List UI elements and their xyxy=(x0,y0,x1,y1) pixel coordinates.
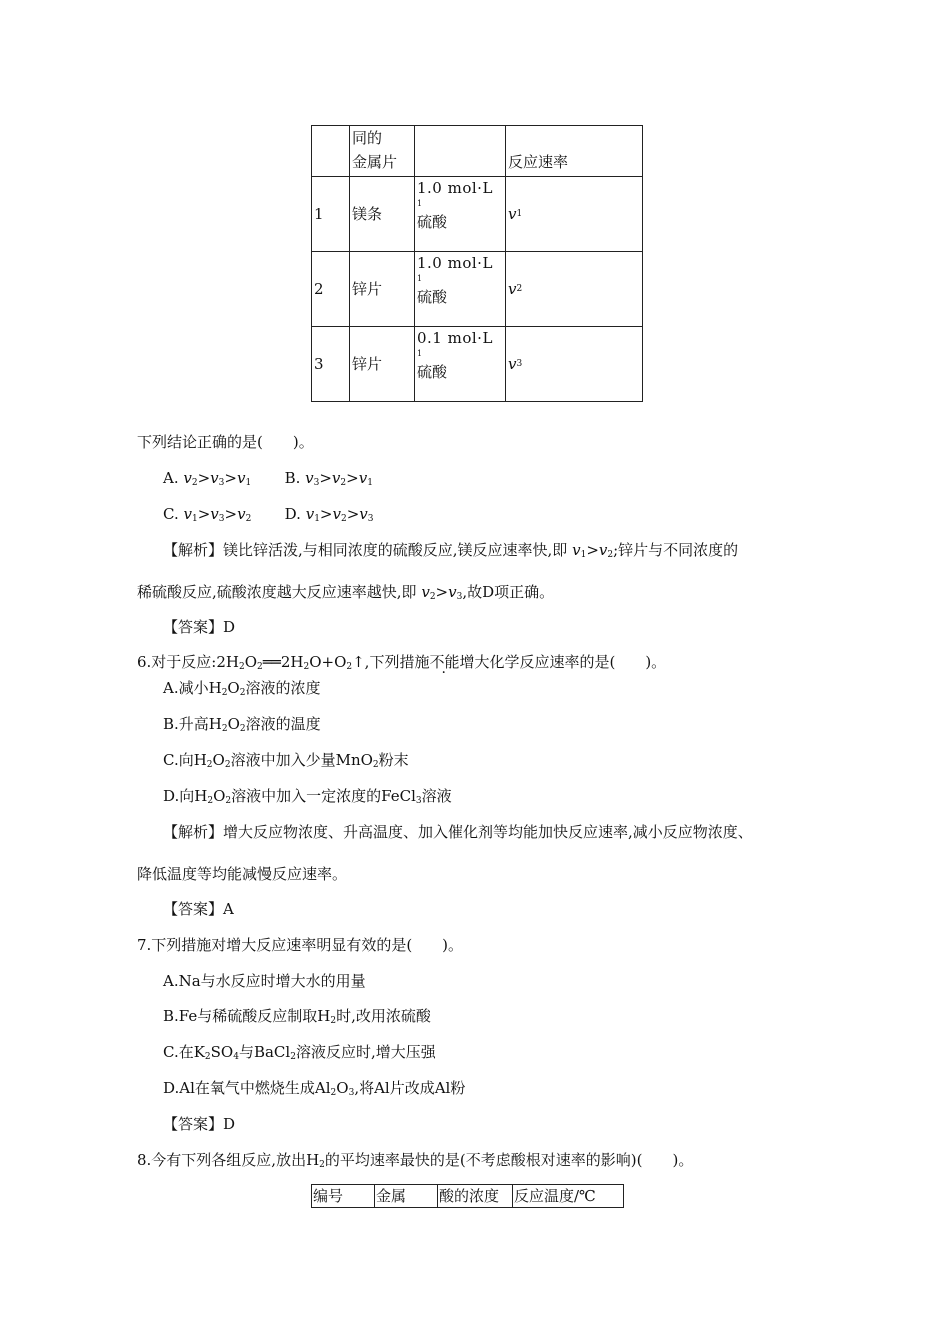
q5-option-c: C. $v_1>v_3>v_2$ D. $v_1>v_2>v_3$ xyxy=(163,505,374,524)
header-cell xyxy=(415,126,506,177)
table-header-row xyxy=(312,1185,624,1208)
header-cell-metal: 同的 金属片 xyxy=(350,126,415,177)
q6-analysis-line1: 【解析】增大反应物浓度、升高温度、加入催化剂等均能加快反应速率,减小反应物浓度、 xyxy=(163,823,753,841)
q6-option-d: D.向$H_2O_2$溶液中加入一定浓度的FeCl$_3$溶液 xyxy=(163,787,452,806)
q6-option-b: B.升高$H_2O_2$溶液的温度 xyxy=(163,715,321,734)
q7-option-c: C.在$K_2SO_4$与BaCl$_2$溶液反应时,增大压强 xyxy=(163,1043,436,1062)
q7-answer: 【答案】D xyxy=(163,1115,236,1133)
row-concentration: 0.1 mol·L 1 硫酸 xyxy=(415,327,506,402)
row-rate: v 1 xyxy=(506,177,643,252)
row-number: 1 xyxy=(312,177,350,252)
rate-table xyxy=(311,125,643,402)
header-cell: 金属 xyxy=(375,1185,438,1208)
row-rate: v 2 xyxy=(506,252,643,327)
q7-option-d: D.Al在氧气中燃烧生成$Al_2O_3$,将Al片改成Al粉 xyxy=(163,1079,466,1098)
q5-stem: 下列结论正确的是( )。 xyxy=(137,433,314,451)
row-metal: 锌片 xyxy=(350,252,415,327)
table-row xyxy=(312,327,643,402)
q6-option-c: C.向$H_2O_2$溶液中加入少量MnO$_2$粉末 xyxy=(163,751,409,770)
table-row xyxy=(312,177,643,252)
q5-analysis-line1: 【解析】镁比锌活泼,与相同浓度的硫酸反应,镁反应速率快,即 $v_1>v_2$;锌片与不同浓度的 xyxy=(163,541,739,560)
row-concentration: 1.0 mol·L 1 硫酸 xyxy=(415,177,506,252)
q6-option-a: A.减小$H_2O_2$溶液的浓度 xyxy=(163,679,321,698)
header-cell: 反应温度/℃ xyxy=(513,1185,624,1208)
row-metal: 锌片 xyxy=(350,327,415,402)
table-row xyxy=(312,252,643,327)
q6-stem: 6.对于反应$:2H_2O_2══2H_2O+O_2↑$,下列措施不能增大化学反应速率的是( )。 xyxy=(137,653,667,672)
header-cell: 编号 xyxy=(312,1185,375,1208)
header-cell-rate: 反应速率 xyxy=(506,126,643,177)
row-concentration: 1.0 mol·L 1 硫酸 xyxy=(415,252,506,327)
header-cell: 酸的浓度 xyxy=(438,1185,513,1208)
row-number: 2 xyxy=(312,252,350,327)
q5-analysis-line2: 稀硫酸反应,硫酸浓度越大反应速率越快,即 $v_2>v_3$,故D项正确。 xyxy=(137,583,555,602)
table-header-row xyxy=(312,126,643,177)
q7-option-a: A.Na与水反应时增大水的用量 xyxy=(163,972,366,990)
q8-stem: 8.今有下列各组反应,放出$H_2$的平均速率最快的是(不考虑酸根对速率的影响)( )。 xyxy=(137,1151,694,1170)
q6-analysis-line2: 降低温度等均能减慢反应速率。 xyxy=(137,865,348,883)
header-cell xyxy=(312,126,350,177)
row-number: 3 xyxy=(312,327,350,402)
row-metal: 镁条 xyxy=(350,177,415,252)
row-rate: v 3 xyxy=(506,327,643,402)
q7-stem: 7.下列措施对增大反应速率明显有效的是( )。 xyxy=(137,936,464,954)
q7-option-b: B.Fe与稀硫酸反应制取$H_2$时,改用浓硫酸 xyxy=(163,1007,431,1026)
q8-table xyxy=(311,1184,624,1208)
q5-answer: 【答案】D xyxy=(163,618,236,636)
q5-option-a: A. $v_2>v_3>v_1$ B. $v_3>v_2>v_1$ xyxy=(163,469,373,488)
q6-answer: 【答案】A xyxy=(163,900,234,918)
